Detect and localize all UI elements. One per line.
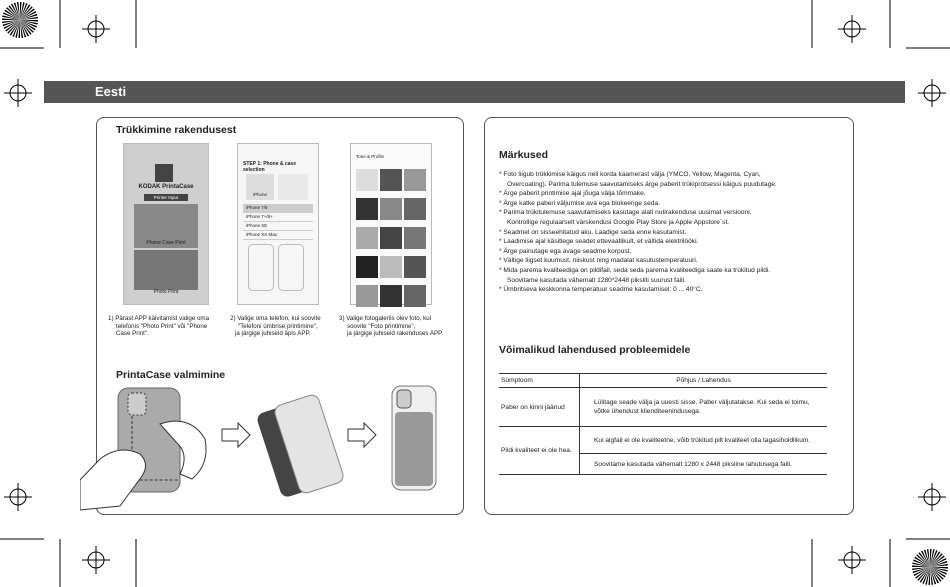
step-1-line-1: Pärast APP käivitamist valige oma (115, 315, 210, 322)
note-item: * Seadmel on sisseehitatud aku. Laadige seda enne kasutamist. (499, 228, 687, 236)
printer-input-tab: Printer Input (144, 194, 188, 201)
gallery-grid (355, 168, 427, 313)
note-item: * Vältige liigset kuumust, niiskust ning madalat kasutustemperatuuri. (499, 257, 698, 265)
solution-cell: Lülitage seade välja ja uuesti sisse. Paber väljutatakse. Kui seda ei toimu, võtke ühendust klienditeenindusega. (580, 388, 828, 427)
gallery-thumbnail (404, 169, 426, 191)
hand-left-icon (80, 450, 146, 510)
gallery-thumbnail (404, 198, 426, 220)
gallery-thumbnail (380, 227, 402, 249)
notes-list (499, 170, 777, 295)
note-item: Overcoating). Parima tulemuse saavutamiseks ärge paberit trükiprotsessi käigus puudutage. (507, 180, 777, 188)
note-item: * Mida parema kvaliteediga on pildifail, seda seda parema kvaliteediga saate ka trükitud pildi. (499, 266, 771, 274)
arrow-right-icon (222, 423, 250, 447)
gallery-title: Tone & Profile (356, 154, 385, 159)
camera-cutout (128, 393, 146, 415)
solution-cell: Soovitame kasutada vähemalt 1280 x 2448 piksline lahutusega faili. (580, 454, 828, 475)
android-option (278, 174, 308, 200)
step-1-caption (108, 315, 228, 338)
step-1-line-3: Case Print". (116, 330, 149, 337)
step-3-line-1: Valige fotogaleriis olev foto, kui (346, 315, 432, 322)
model-item: iPhone SE (243, 222, 313, 231)
gallery-thumbnail (380, 285, 402, 307)
note-item: * Ärge katke paberi väljumise ava ega blokeerige seda. (499, 199, 660, 207)
gallery-thumbnail (356, 227, 378, 249)
arrow-right-icon (348, 423, 376, 447)
model-item: iPhone 7+/8+ (243, 213, 313, 222)
note-item: * Parima trükitulemuse saavutamiseks kasutage alati nutirakenduse uusimat versiooni. (499, 209, 752, 217)
note-item: Soovitame kasutada vähemalt 1280*2448 piksliti suurust faili. (507, 276, 686, 284)
step-1-line-2: telefonis "Photo Print" või "Phone (116, 322, 208, 330)
printing-heading: Trükkimine rakendusest (116, 124, 237, 136)
model-item: iPhone 7/8 (243, 204, 313, 213)
step-2-caption (230, 315, 342, 338)
solution-column-header: Põhjus / Lahendus (580, 374, 828, 388)
model-item: iPhone XS Max (243, 231, 313, 240)
step-title: STEP 1: Phone & case selection (243, 161, 296, 173)
step-3-number: 3) (339, 315, 345, 322)
notes-heading: Märkused (499, 149, 549, 161)
table-row (499, 427, 827, 454)
step-1-number: 1) (108, 315, 114, 322)
gallery-thumbnail (380, 256, 402, 278)
note-item: * Foto liigub trükkimise käigus neli korda kaamerast välja (YMCO, Yellow, Magenta, Cyan, (499, 171, 761, 178)
note-item: * Ümbritseva keskkonna temperatuur seadme kasutamisel: 0 ... 40°C. (499, 286, 703, 294)
step-2-line-2: "Telefoni ümbrise printimine", (238, 322, 318, 330)
gallery-thumbnail (356, 198, 378, 220)
case-finishing-heading: PrintaCase valmimine (116, 369, 226, 381)
screenshot-phone-selection (237, 143, 319, 305)
step-3-line-3: ja järgige juhiseid rakenduses APP. (347, 330, 444, 337)
gallery-thumbnail (380, 169, 402, 191)
troubleshooting-heading: Võimalikud lahendused probleemidele (499, 344, 691, 356)
printed-photo (395, 412, 433, 486)
note-item: * Ärge paberit printimise ajal jõuga välja tõmmake. (499, 190, 646, 198)
app-brand: KODAK PrintaCase (138, 184, 194, 190)
note-item: * Laadimise ajal käsitlege seadet ettevaatlikult, et vältida elektrilööki. (499, 238, 699, 246)
note-item: Kontrollige regulaarselt värskendusi Google Play Store ja Apple Appstore´st. (507, 218, 730, 226)
star-target-icon (912, 549, 948, 585)
step-2-number: 2) (230, 315, 236, 322)
model-list (243, 204, 313, 240)
iphone-label: iPhone (252, 192, 267, 197)
solution-cell: Kui algfail ei ole kvaliteetne, võib trükitud pilt kvaliteet olla tagasihoidlikum. (580, 427, 828, 454)
section-header-bar (44, 81, 905, 103)
table-row (499, 388, 827, 427)
screenshot-app-home (123, 143, 209, 305)
symptom-cell: Pildi kvaliteet ei ole hea. (499, 427, 580, 475)
step-3-line-2: soovite "Foto printimine", (347, 322, 416, 330)
case-camera-icon (397, 390, 411, 408)
gallery-thumbnail (356, 256, 378, 278)
case-outline (278, 244, 304, 291)
step-2-line-1: Valige oma telefon, kui soovite (237, 315, 321, 322)
gallery-thumbnail (356, 169, 378, 191)
troubleshooting-table (499, 373, 827, 475)
kodak-logo-icon (155, 164, 173, 182)
note-item: * Ärge painutage ega avage seadme korpust. (499, 247, 632, 255)
case-assembly-illustration (80, 384, 440, 514)
screenshot-photo-gallery (350, 143, 432, 305)
gallery-thumbnail (404, 285, 426, 307)
gallery-thumbnail (404, 227, 426, 249)
star-target-icon (2, 2, 38, 38)
phone-case-print-button: Phone Case Print (146, 240, 186, 246)
gallery-thumbnail (380, 198, 402, 220)
photo-image (134, 250, 198, 290)
step-2-line-3: ja järgige juhiseid äpis APP. (235, 330, 311, 337)
symptom-column-header: Sümptoom (499, 374, 580, 388)
phone-outline (248, 244, 274, 291)
gallery-thumbnail (404, 256, 426, 278)
photo-print-button: Photo Print (153, 289, 179, 295)
gallery-thumbnail (356, 285, 378, 307)
table-header-row (499, 374, 827, 388)
step-3-caption (339, 315, 461, 338)
symptom-cell: Paber on kinni jäänud (499, 388, 580, 427)
section-title: Eesti (95, 84, 127, 99)
